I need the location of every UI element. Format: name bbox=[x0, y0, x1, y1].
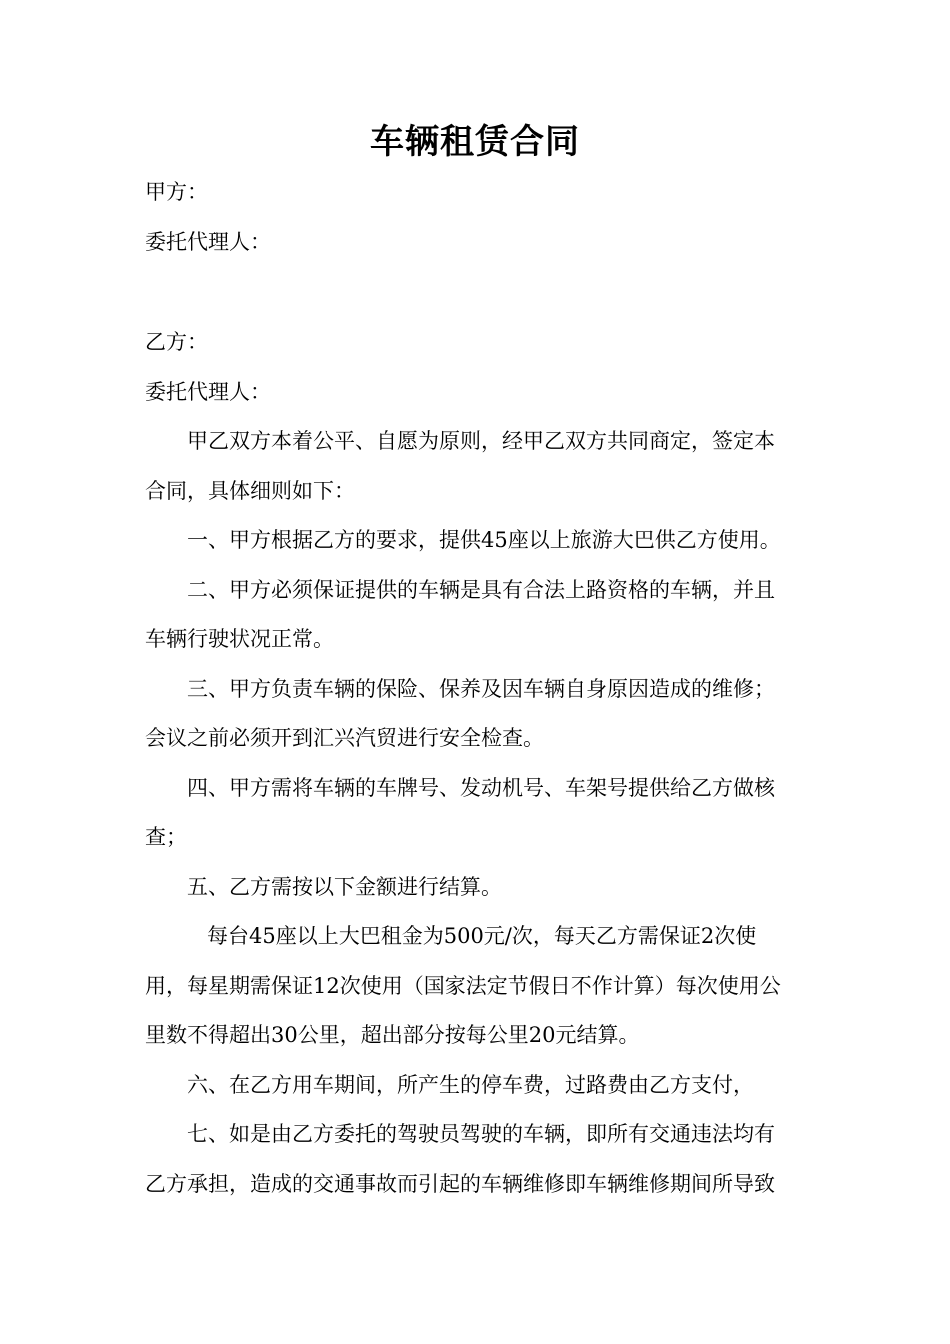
clause-3-line: 三、甲方负责车辆的保险、保养及因车辆自身原因造成的维修； bbox=[187, 676, 775, 701]
clause-4-line: 四、甲方需将车辆的车牌号、发动机号、车架号提供给乙方做核 bbox=[187, 775, 775, 800]
blank-spacer bbox=[145, 267, 810, 318]
party-a-label: 甲方： bbox=[145, 180, 208, 204]
clause-7-line: 七、如是由乙方委托的驾驶员驾驶的车辆，即所有交通违法均有 bbox=[187, 1122, 775, 1146]
clause-5-line: 五、乙方需按以下金额进行结算。 bbox=[187, 874, 502, 899]
clause-5-detail-line: 用，每星期需保证12次使用（国家法定节假日不作计算）每次使用公 bbox=[145, 973, 781, 998]
clause-7-line: 乙方承担，造成的交通事故而引起的车辆维修即车辆维修期间所导致 bbox=[145, 1171, 775, 1196]
preamble-line: 合同，具体细则如下： bbox=[145, 478, 355, 503]
party-b-label: 乙方： bbox=[145, 330, 208, 354]
clause-4-line: 查； bbox=[145, 825, 187, 849]
clause-5-detail-line: 每台45座以上大巴租金为500元/次，每天乙方需保证2次使 bbox=[207, 924, 757, 948]
party-a-agent-label: 委托代理人： bbox=[145, 229, 271, 254]
clause-2-line: 车辆行驶状况正常。 bbox=[145, 627, 334, 651]
clause-6-line: 六、在乙方用车期间，所产生的停车费，过路费由乙方支付， bbox=[187, 1072, 754, 1097]
party-b-agent-label: 委托代理人： bbox=[145, 379, 271, 404]
clause-5-detail-line: 里数不得超出30公里，超出部分按每公里20元结算。 bbox=[145, 1023, 640, 1047]
preamble-line: 甲乙双方本着公平、自愿为原则，经甲乙双方共同商定，签定本 bbox=[187, 429, 775, 453]
clause-3-line: 会议之前必须开到汇兴汽贸进行安全检查。 bbox=[145, 726, 544, 750]
clause-1-line: 一、甲方根据乙方的要求，提供45座以上旅游大巴供乙方使用。 bbox=[187, 528, 781, 552]
document-title: 车辆租赁合同 bbox=[370, 122, 580, 162]
document-body bbox=[145, 168, 810, 1209]
clause-2-line: 二、甲方必须保证提供的车辆是具有合法上路资格的车辆，并且 bbox=[187, 577, 775, 602]
